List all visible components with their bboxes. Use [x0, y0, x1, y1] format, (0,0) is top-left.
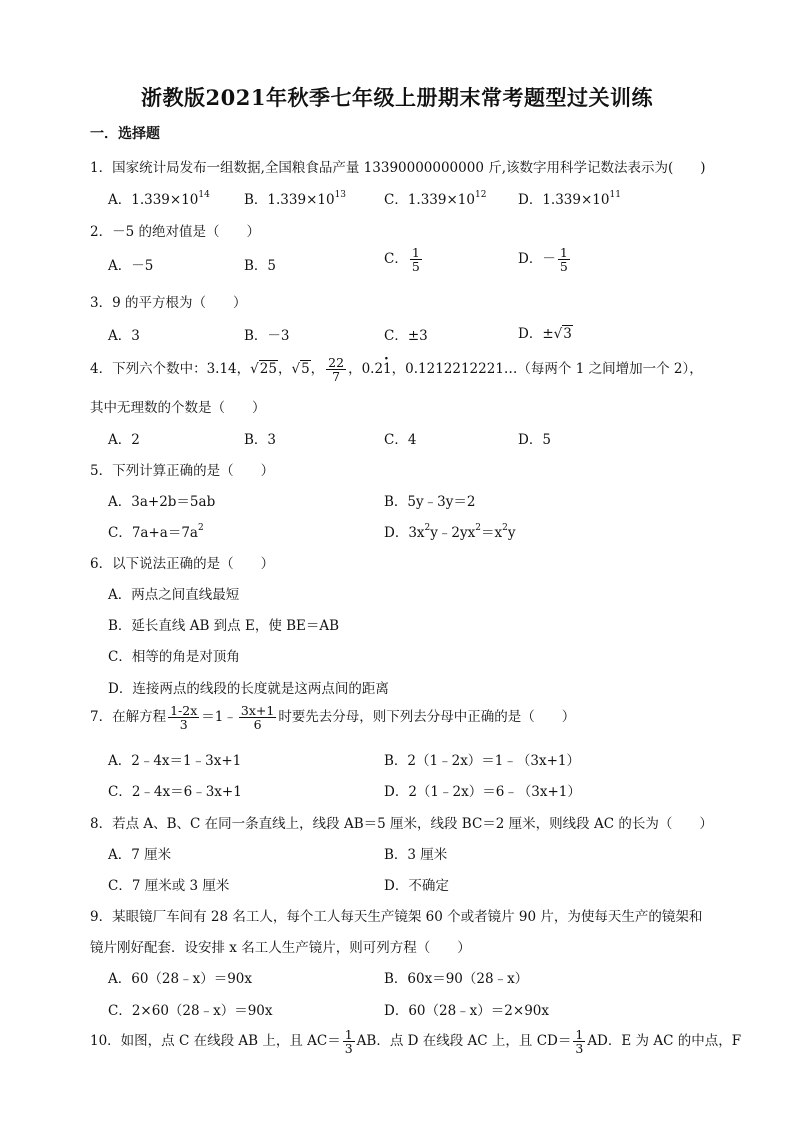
q4-option-a: A．2	[108, 432, 140, 448]
q1-option-a: A．$1.339\times 10^{14}$	[108, 190, 210, 208]
question-4: 4．下列六个数中：3.14，√25，√5， $\frac{22}{7}$ ，0.2· 1，0.1212212221…（每两个 1 之间增加一个 2），	[90, 356, 703, 383]
q8-option-d: D．不确定	[384, 878, 449, 894]
page-title: 浙教版2021年秋季七年级上册期末常考题型过关训练	[141, 85, 653, 110]
fraction: $\frac{1}{5}$	[411, 245, 420, 275]
sqrt: √25	[250, 361, 277, 378]
q7-option-a: A．2﹣4x＝1﹣3x+1	[108, 753, 242, 769]
q9-option-d: D．60（28﹣x）＝2×90x	[384, 1003, 549, 1019]
q5-option-b: B．5y﹣3y＝2	[384, 494, 476, 510]
question-10: 10．如图，点 C 在线段 AB 上，且 AC＝ $\frac{1}{3}$ AB．点 D 在线段 AC 上，且 CD＝ $\frac{1}{3}$ AD．E 为 AC 的中点，F	[90, 1027, 742, 1057]
fraction: $\frac{3x+1}{6}$	[240, 703, 275, 733]
q2-option-d: D．－ $\frac{1}{5}$	[518, 245, 568, 275]
question-3: 3．9 的平方根为（ ）	[90, 295, 247, 311]
q4-option-c: C．4	[384, 432, 417, 448]
q9-option-c: C．2×60（28﹣x）＝90x	[108, 1003, 273, 1019]
q7-option-d: D．2（1﹣2x）＝6﹣（3x+1）	[384, 784, 581, 800]
fraction: $\frac{1-2x}{3}$	[170, 703, 198, 733]
section-heading: 一．选择题	[90, 126, 160, 142]
sqrt: √5	[291, 361, 310, 378]
q3-option-b: B．－3	[244, 328, 290, 344]
q2-option-c: C． $\frac{1}{5}$	[384, 245, 420, 275]
q6-option-a: A．两点之间直线最短	[108, 587, 240, 603]
q8-option-a: A．7 厘米	[108, 847, 172, 863]
q5-option-a: A．3a+2b＝5ab	[108, 494, 216, 510]
q3-option-c: C．±3	[384, 328, 428, 344]
q3-option-a: A．3	[108, 328, 140, 344]
q2-option-a: A．－5	[108, 258, 154, 274]
question-9-line2: 镜片刚好配套．设安排 x 名工人生产镜片，则可列方程（ ）	[90, 940, 471, 956]
question-6: 6．以下说法正确的是（ ）	[90, 556, 275, 572]
question-5: 5．下列计算正确的是（ ）	[90, 463, 275, 479]
q5-option-d: D．$3x^2y﹣2yx^2=x^2y$	[384, 523, 516, 541]
q7-option-c: C．2﹣4x＝6﹣3x+1	[108, 784, 242, 800]
question-9: 9．某眼镜厂车间有 28 名工人，每个工人每天生产镜架 60 个或者镜片 90 片，为使每天生产的镜架和	[90, 909, 703, 925]
question-1: 1．国家统计局发布一组数据,全国粮食品产量 13390000000000 斤,该数字用科学记数法表示为( )	[90, 160, 706, 176]
question-4-line2: 其中无理数的个数是（ ）	[90, 400, 266, 416]
fraction: $\frac{22}{7}$	[328, 355, 345, 385]
fraction: $\frac{1}{3}$	[575, 1027, 584, 1057]
q9-option-a: A．60（28﹣x）＝90x	[108, 971, 253, 987]
sqrt: √3	[553, 326, 572, 342]
q8-option-c: C．7 厘米或 3 厘米	[108, 878, 230, 894]
q6-option-b: B．延长直线 AB 到点 E，使 BE＝AB	[108, 618, 340, 634]
q8-option-b: B．3 厘米	[384, 847, 448, 863]
q1-option-c: C．$1.339\times 10^{12}$	[384, 190, 487, 208]
question-7: 7．在解方程 $\frac{1-2x}{3}$ ＝1﹣ $\frac{3x+1}{6}$ 时要先去分母，则下列去分母中正确的是（ ）	[90, 703, 576, 733]
fraction: $\frac{1}{5}$	[559, 245, 568, 275]
q2-option-b: B．5	[244, 258, 277, 274]
q5-option-c: C．$7a+a=7a^2$	[108, 523, 204, 541]
question-2: 2．－5 的绝对值是（ ）	[90, 224, 260, 240]
q4-option-b: B．3	[244, 432, 277, 448]
question-8: 8．若点 A、B、C 在同一条直线上，线段 AB＝5 厘米，线段 BC＝2 厘米，则线段 AC 的长为（ ）	[90, 816, 713, 832]
q3-option-d: D．±√3	[518, 326, 572, 342]
fraction: $\frac{1}{3}$	[344, 1027, 353, 1057]
q1-option-d: D．$1.339\times 10^{11}$	[518, 190, 621, 208]
q4-option-d: D．5	[518, 432, 551, 448]
q7-option-b: B．2（1﹣2x）＝1﹣（3x+1）	[384, 753, 580, 769]
q6-option-d: D．连接两点的线段的长度就是这两点间的距离	[108, 681, 389, 697]
q6-option-c: C．相等的角是对顶角	[108, 649, 240, 665]
q1-option-b: B．$1.339\times 10^{13}$	[244, 190, 347, 208]
q9-option-b: B．60x＝90（28﹣x）	[384, 971, 529, 987]
